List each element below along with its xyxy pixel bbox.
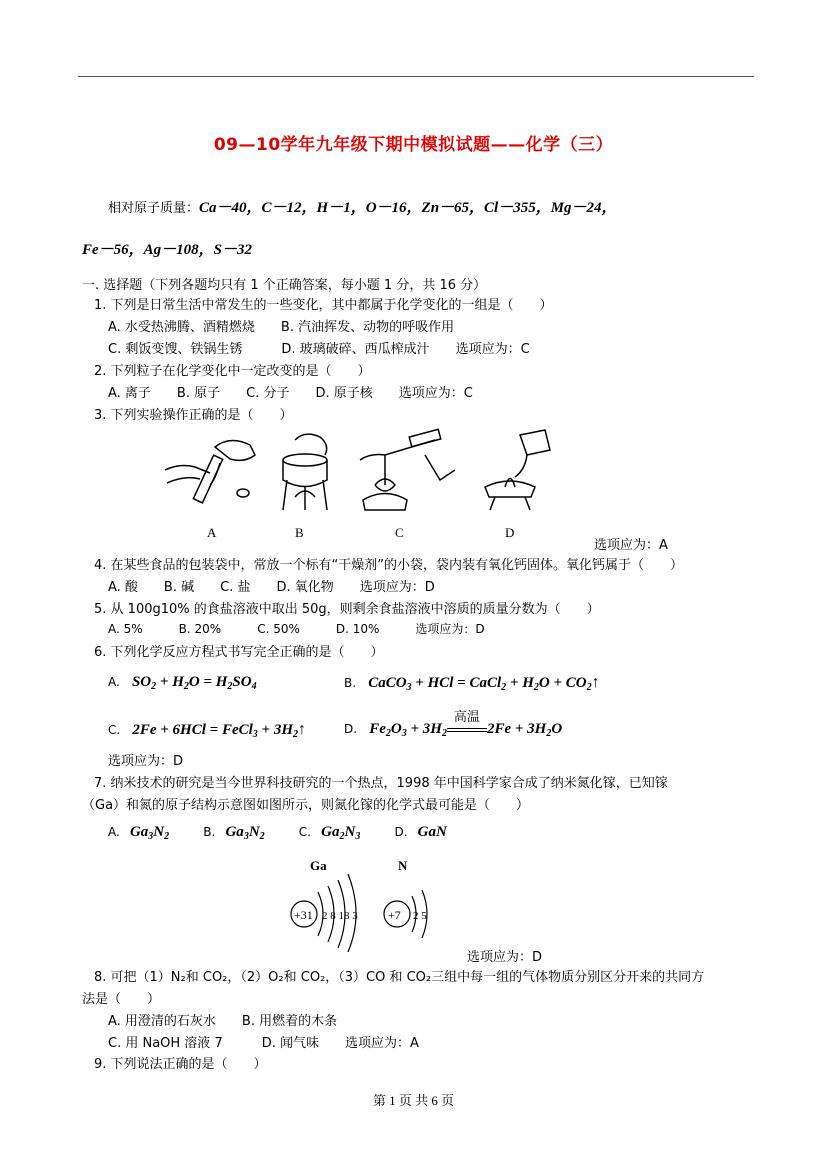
figure-c-apparatus	[360, 429, 455, 510]
n-nucleus: +7	[388, 908, 401, 922]
q7-answer: 选项应为：D	[467, 950, 543, 965]
q8-stem-2: 法是（ ）	[82, 992, 161, 1007]
q6-answer: 选项应为：D	[108, 754, 184, 769]
figure-label-c: C	[395, 525, 404, 540]
figure-b-apparatus	[283, 434, 327, 510]
q1-options-cd: C. 剩饭变馊、铁锅生锈 D. 玻璃破碎、西瓜榨成汁 选项应为：C	[108, 342, 530, 357]
atomic-mass-values-2: Fe－56，Ag－108，S－32	[82, 242, 253, 258]
q6-option-b: B. CaCO$_3$ + HCl = CaCl$_2$ + $H_2O$ + $CO_2↑$	[344, 674, 600, 693]
q7-stem-2: （Ga）和氮的原子结构示意图如图所示，则氮化镓的化学式最可能是（ ）	[82, 798, 530, 813]
atomic-mass-line1	[108, 196, 617, 217]
atomic-mass-values-1: Ca－40，C－12，H－1，O－16，Zn－65，Cl－355，Mg－24，	[199, 200, 617, 216]
q8-stem-1: 8. 可把（1）N₂和 CO₂，（2）O₂和 CO₂，（3）CO 和 CO₂三组中每一组的气体物质分别区分开来的共同方	[94, 970, 705, 985]
figure-label-d: D	[505, 525, 515, 540]
q1-options-ab: A. 水受热沸腾、酒精燃烧 B. 汽油挥发、动物的呼吸作用	[108, 320, 455, 335]
figure-a-apparatus	[165, 440, 255, 502]
q8-options-cd: C. 用 NaOH 溶液 7 D. 闻气味 选项应为：A	[108, 1036, 419, 1051]
q1-stem: 1. 下列是日常生活中常发生的一些变化，其中都属于化学变化的一组是（ ）	[94, 298, 553, 313]
q7-stem-1: 7. 纳米技术的研究是当今世界科技研究的一个热点，1998 年中国科学家合成了纳米氮化镓，已知镓	[94, 776, 668, 791]
q4-options: A. 酸 B. 碱 C. 盐 D. 氧化物 选项应为：D	[108, 580, 435, 595]
n-shells: 2 5	[413, 910, 427, 922]
q5-stem: 5. 从 100g10% 的食盐溶液中取出 50g，则剩余食盐溶液中溶质的质量分数为（ ）	[94, 602, 600, 617]
ga-nucleus: +31	[294, 908, 313, 922]
lab-operations-figure	[155, 425, 575, 545]
atom-structure-figure	[280, 852, 450, 952]
ga-label: Ga	[310, 858, 327, 873]
q6-option-c: C. 2Fe + 6HCl = FeCl$_3$ + $3H_2↑$	[108, 721, 306, 740]
ga-shells: 2 8 18 3	[322, 910, 358, 922]
q6-option-a: A. $SO_2 + H_2O = H_2SO_4$	[108, 674, 257, 692]
section-heading: 一. 选择题（下列各题均只有 1 个正确答案，每小题 1 分，共 16 分）	[82, 278, 487, 293]
q2-options: A. 离子 B. 原子 C. 分子 D. 原子核 选项应为：C	[108, 386, 473, 401]
q4-stem: 4. 在某些食品的包装袋中，常放一个标有“干燥剂”的小袋，袋内装有氧化钙固体。氧化钙属于（ ）	[94, 558, 684, 573]
q6-stem: 6. 下列化学反应方程式书写完全正确的是（ ）	[94, 645, 384, 660]
figure-label-b: B	[295, 525, 304, 540]
q3-answer: 选项应为：A	[594, 538, 668, 553]
q6-option-d: D. $Fe_2O_3 + 3H_2$ 高温 $2Fe + 3H_2O$	[344, 721, 562, 739]
header-rule	[78, 76, 754, 77]
page-footer: 第 1 页 共 6 页	[372, 1093, 455, 1108]
page-title: 09—10学年九年级下期中模拟试题——化学（三）	[213, 135, 614, 155]
figure-d-apparatus	[485, 430, 550, 510]
q5-options: A. 5% B. 20% C. 50% D. 10% 选项应为：D	[108, 622, 485, 636]
n-label: N	[398, 858, 408, 873]
q9-stem: 9. 下列说法正确的是（ ）	[94, 1057, 267, 1072]
figure-label-a: A	[207, 525, 217, 540]
q2-stem: 2. 下列粒子在化学变化中一定改变的是（ ）	[94, 364, 371, 379]
reaction-condition: 高温	[453, 710, 480, 725]
q3-stem: 3. 下列实验操作正确的是（ ）	[94, 408, 293, 423]
q8-options-ab: A. 用澄清的石灰水 B. 用燃着的木条	[108, 1014, 338, 1029]
atomic-mass-label: 相对原子质量：	[108, 201, 200, 216]
q7-options: A. $Ga_3N_2$ B. $Ga_3N_2$ C. $Ga_2N_3$ D. GaN	[108, 824, 447, 842]
